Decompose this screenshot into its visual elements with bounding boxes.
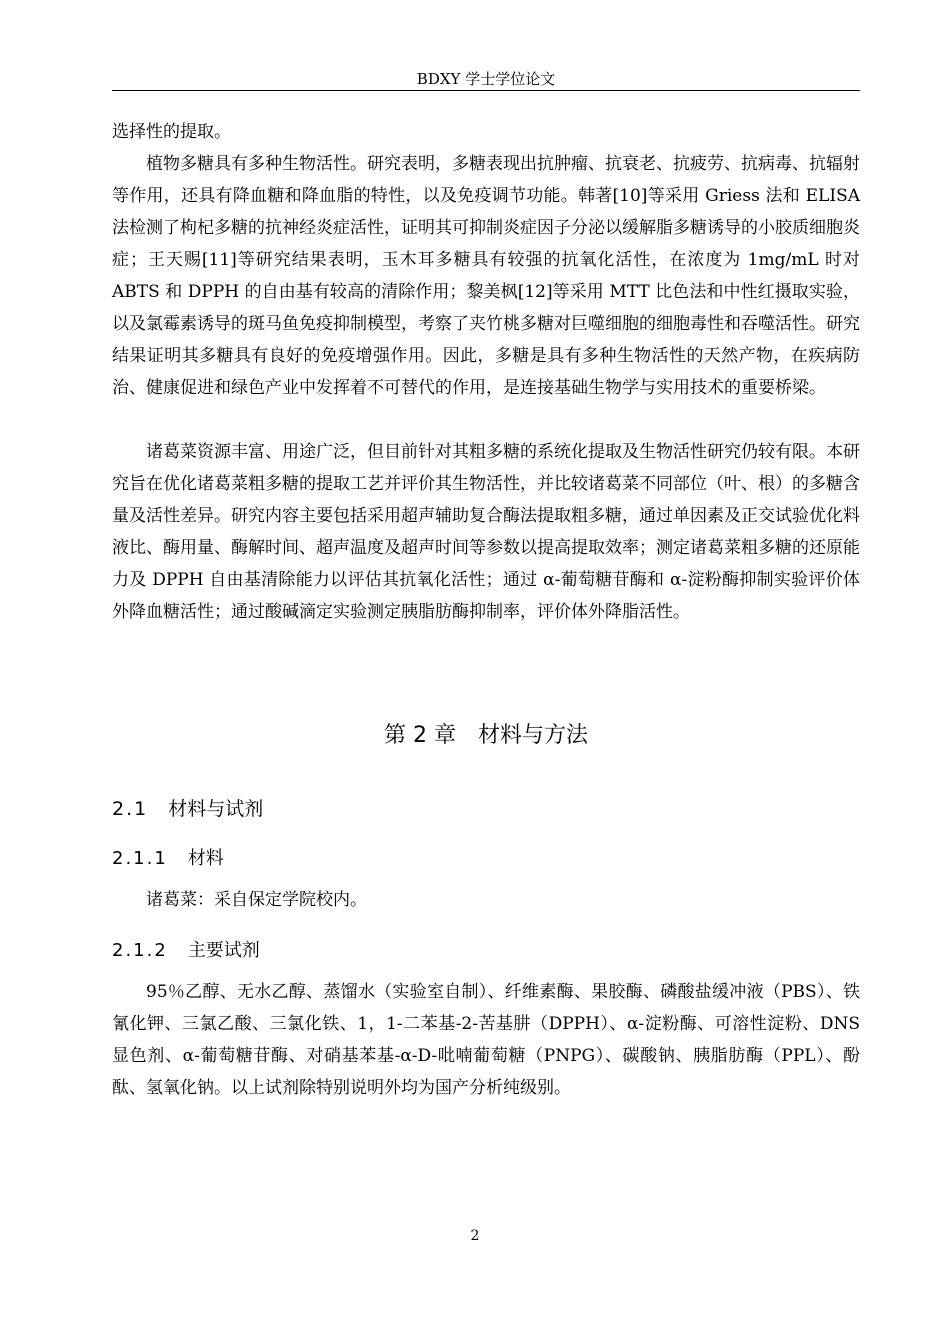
page-header: BDXY 学士学位论文 [112, 68, 860, 91]
section-title: 材料 [187, 848, 224, 869]
section-number: 2.1.2 [112, 940, 168, 961]
paragraph-materials: 诸葛菜：采自保定学院校内。 [146, 890, 367, 910]
chapter-title: 第 2 章 材料与方法 [384, 723, 588, 748]
section-heading-2-1 [112, 795, 263, 823]
section-number: 2.1 [112, 798, 149, 820]
paragraph-continuation: 选择性的提取。 [112, 122, 231, 142]
page-number: 2 [470, 1228, 480, 1244]
section-title: 材料与试剂 [168, 798, 264, 820]
paragraph-reagents: 95％乙醇、无水乙醇、蒸馏水（实验室自制）、纤维素酶、果胶酶、磷酸盐缓冲液（PBS）、铁氰化钾、三氯乙酸、三氯化铁、1，1-二苯基-2-苦基肼（DPPH）、α-淀粉酶、可溶性淀粉、DNS 显色剂、α-葡萄糖苷酶、对硝基苯基-α-D-吡喃葡萄糖（PNPG）、碳酸钠、胰脂肪酶（PPL）、酚酞、氢氧化钠。以上试剂除特别说明外均为国产分析纯级别。 [112, 982, 860, 1098]
section-heading-2-1-2 [112, 937, 260, 965]
section-heading-2-1-1 [112, 845, 224, 873]
paragraph-bioactivity: 植物多糖具有多种生物活性。研究表明，多糖表现出抗肿瘤、抗衰老、抗疲劳、抗病毒、抗辐射等作用，还具有降血糖和降血脂的特性，以及免疫调节功能。韩著[10]等采用 Griess 法和 ELISA 法检测了枸杞多糖的抗神经炎症活性，证明其可抑制炎症因子分泌以缓解脂多糖诱导的小胶质细胞炎症；王天赐[11]等研究结果表明，玉木耳多糖具有较强的抗氧化活性，在浓度为 1mg/mL 时对 ABTS 和 DPPH 的自由基有较高的清除作用；黎美枫[12]等采用 MTT 比色法和中性红摄取实验，以及氯霉素诱导的斑马鱼免疫抑制模型，考察了夹竹桃多糖对巨噬细胞的细胞毒性和吞噬活性。研究结果证明其多糖具有良好的免疫增强作用。因此，多糖是具有多种生物活性的天然产物，在疾病防治、健康促进和绿色产业中发挥着不可替代的作用，是连接基础生物学与实用技术的重要桥梁。 [112, 154, 860, 398]
section-title: 主要试剂 [187, 940, 260, 961]
section-number: 2.1.1 [112, 848, 168, 869]
paragraph-research-aim: 诸葛菜资源丰富、用途广泛，但目前针对其粗多糖的系统化提取及生物活性研究仍较有限。本研究旨在优化诸葛菜粗多糖的提取工艺并评价其生物活性，并比较诸葛菜不同部位（叶、根）的多糖含量及活性差异。研究内容主要包括采用超声辅助复合酶法提取粗多糖，通过单因素及正交试验优化料液比、酶用量、酶解时间、超声温度及超声时间等参数以提高提取效率；测定诸葛菜粗多糖的还原能力及 DPPH 自由基清除能力以评估其抗氧化活性；通过 α-葡萄糖苷酶和 α-淀粉酶抑制实验评价体外降血糖活性；通过酸碱滴定实验测定胰脂肪酶抑制率，评价体外降脂活性。 [112, 442, 860, 622]
